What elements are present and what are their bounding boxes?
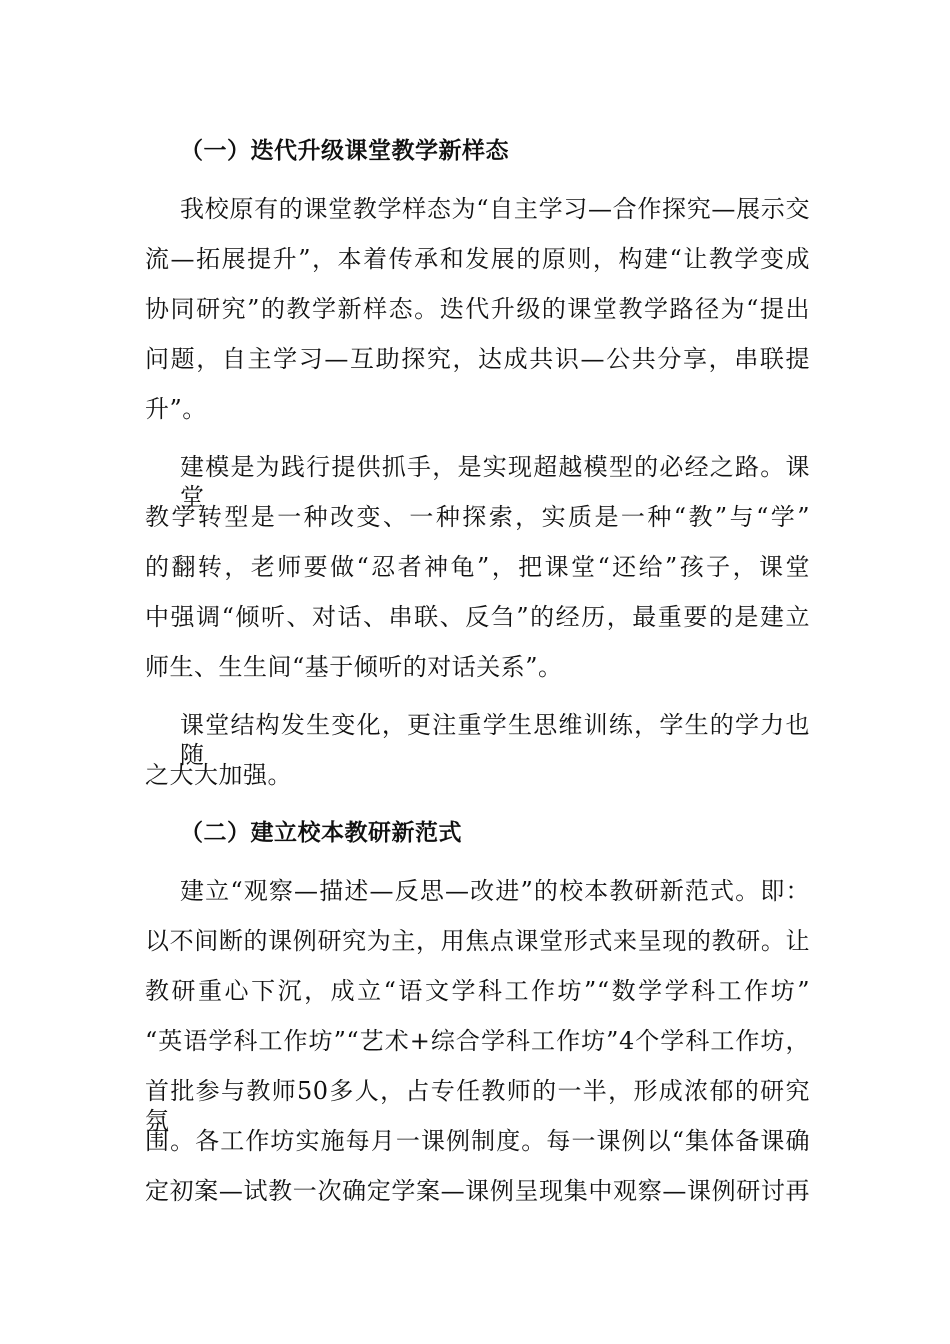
paragraph-line: 师生、生生间“基于倾听的对话关系”。 [145,653,563,681]
paragraph-line: 首批参与教师50多人，占专任教师的一半，形成浓郁的研究氛 [145,1077,810,1135]
section-1-heading: （一）迭代升级课堂教学新样态 [180,138,509,164]
paragraph-line: 建模是为践行提供抓手，是实现超越模型的必经之路。课堂 [180,453,810,511]
paragraph-line: 协同研究”的教学新样态。迭代升级的课堂教学路径为“提出 [145,295,810,323]
paragraph-line: 升”。 [145,395,207,423]
paragraph-line: 流—拓展提升”，本着传承和发展的原则，构建“让教学变成 [145,245,810,273]
paragraph-line: “英语学科工作坊”“艺术+综合学科工作坊”4个学科工作坊， [145,1027,810,1055]
paragraph-line: 教学转型是一种改变、一种探索，实质是一种“教”与“学” [145,503,810,531]
paragraph-line: 中强调“倾听、对话、串联、反刍”的经历，最重要的是建立 [145,603,810,631]
paragraph-line: 建立“观察—描述—反思—改进”的校本教研新范式。即： [180,877,810,905]
paragraph-line: 教研重心下沉，成立“语文学科工作坊”“数学学科工作坊” [145,977,810,1005]
paragraph-line: 我校原有的课堂教学样态为“自主学习—合作探究—展示交 [180,195,810,223]
paragraph-line: 定初案—试教一次确定学案—课例呈现集中观察—课例研讨再 [145,1177,810,1205]
paragraph-line: 课堂结构发生变化，更注重学生思维训练，学生的学力也随 [180,711,810,769]
paragraph-line: 问题，自主学习—互助探究，达成共识—公共分享，串联提 [145,345,810,373]
section-2-heading: （二）建立校本教研新范式 [180,820,462,846]
paragraph-line: 以不间断的课例研究为主，用焦点课堂形式来呈现的教研。让 [145,927,810,955]
paragraph-line: 之大大加强。 [145,761,292,789]
paragraph-line: 的翻转，老师要做“忍者神龟”，把课堂“还给”孩子，课堂 [145,553,810,581]
paragraph-line: 围。各工作坊实施每月一课例制度。每一课例以“集体备课确 [145,1127,810,1155]
